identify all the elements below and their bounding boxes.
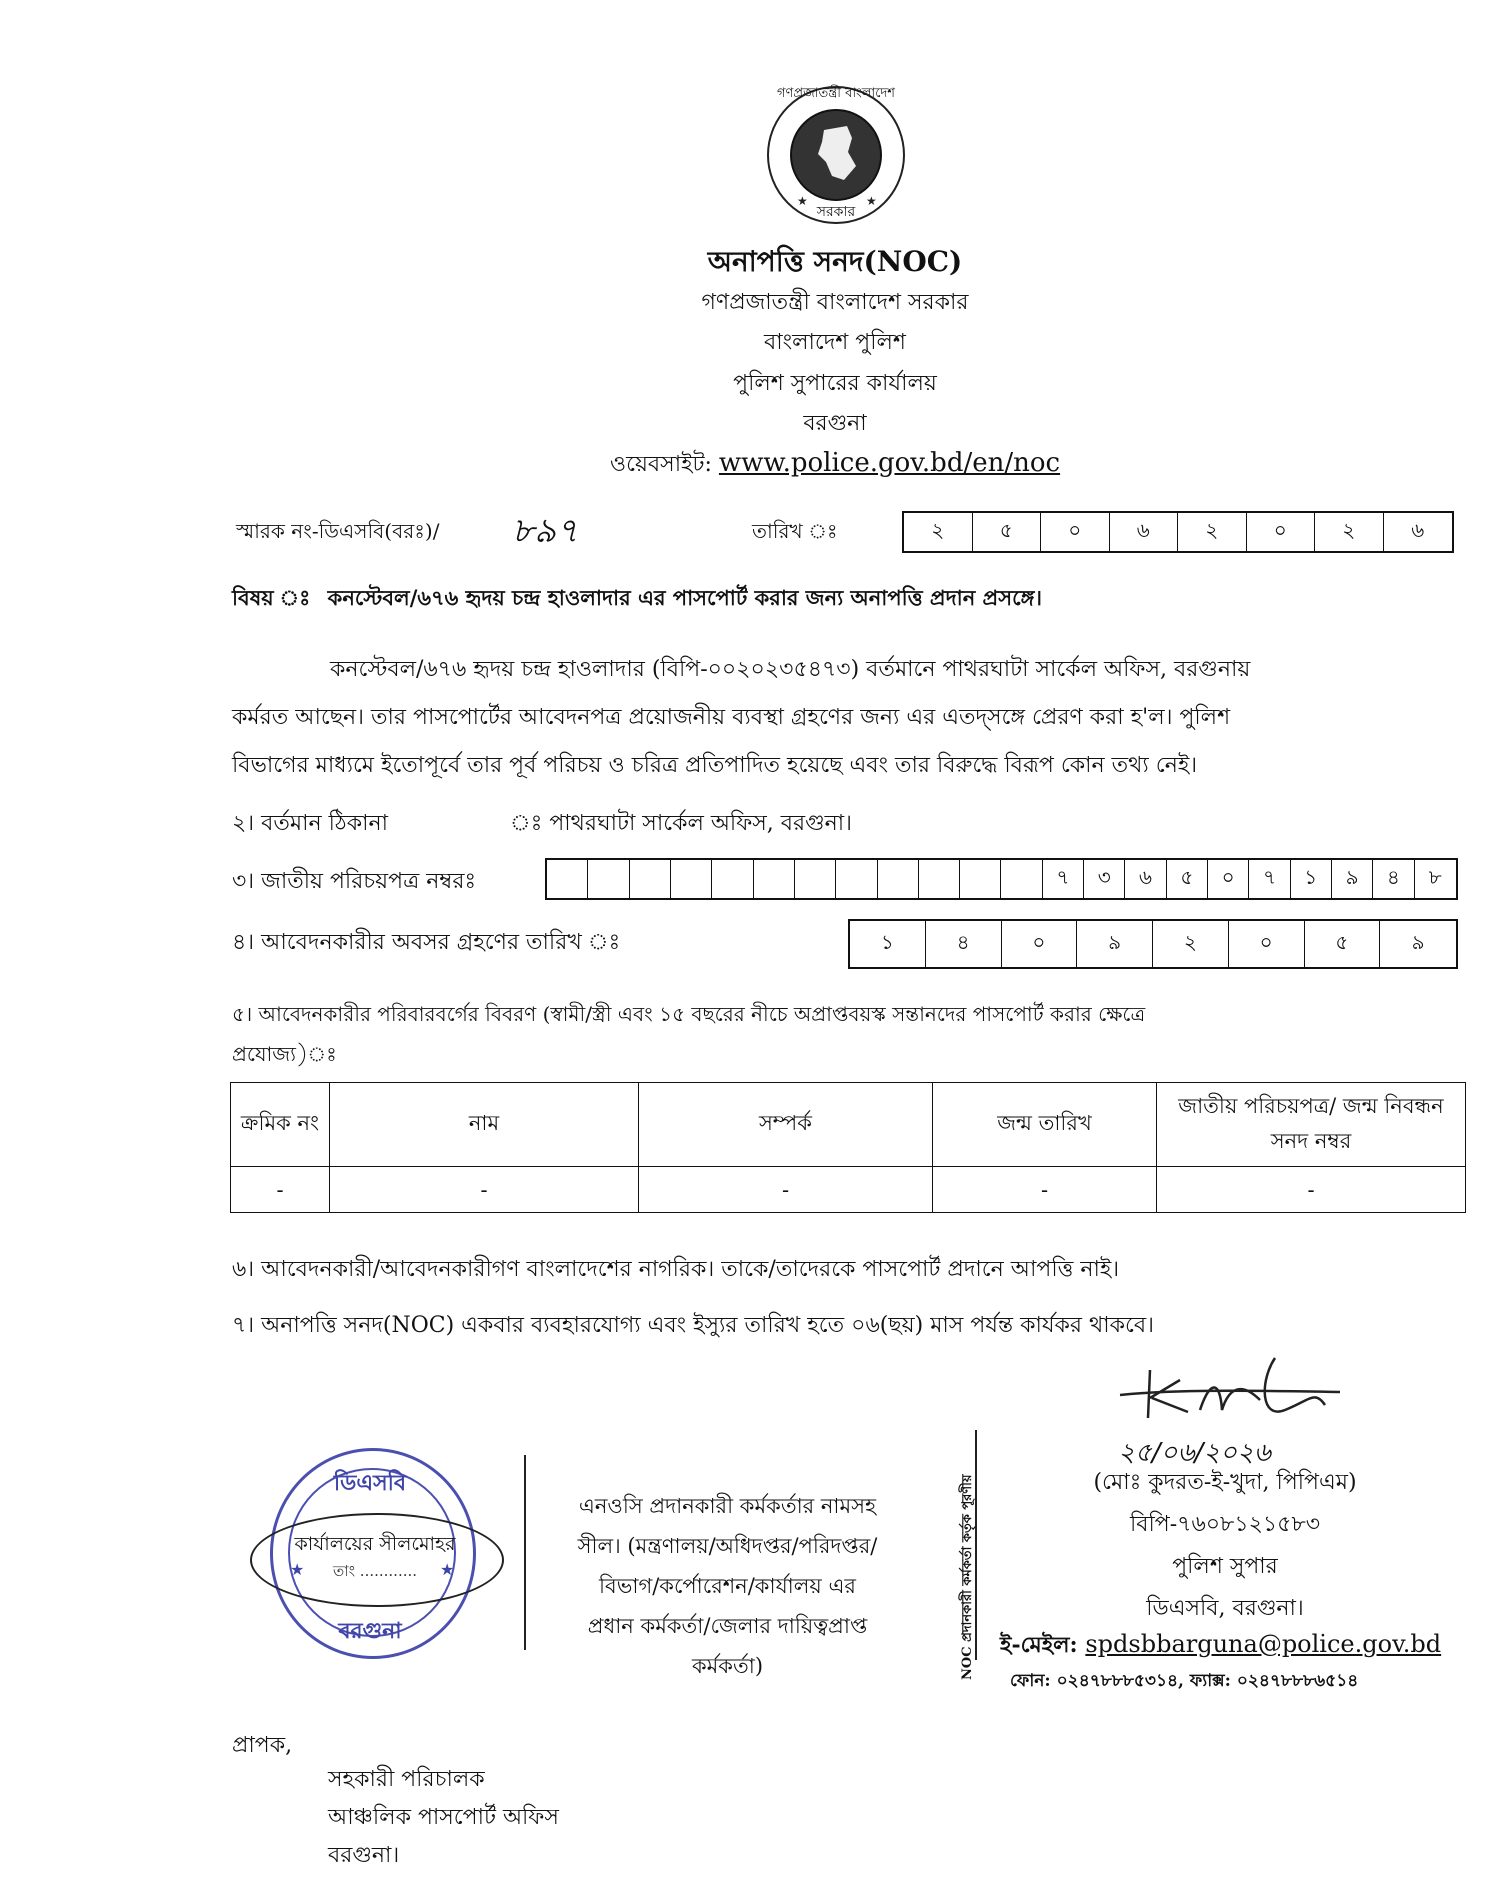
memo-label: স্মারক নং-ডিএসবি(বরঃ)/ [236, 519, 440, 543]
cell-serial: - [231, 1167, 330, 1213]
nid-digit-box [919, 860, 960, 898]
nid-label: ৩। জাতীয় পরিচয়পত্র নম্বরঃ [232, 869, 477, 894]
subject-line [232, 582, 1042, 617]
seal-note-line-4: প্রধান কর্মকর্তা/জেলার দায়িত্বপ্রাপ্ত [587, 1614, 868, 1638]
stamp-date-text: তাং ............ [332, 1562, 418, 1580]
date-digit-box: ৫ [973, 513, 1042, 551]
col-relation: সম্পর্ক [639, 1083, 933, 1167]
divider-left [524, 1455, 526, 1650]
address-value: ঃ পাথরঘাটা সার্কেল অফিস, বরগুনা। [510, 811, 853, 836]
header-line-1: গণপ্রজাতন্ত্রী বাংলাদেশ সরকার [701, 290, 969, 315]
nid-digit-box [836, 860, 877, 898]
nid-digit-box: ৫ [1167, 860, 1208, 898]
nid-digit-box: ০ [1208, 860, 1249, 898]
signature-date: ২৫/০৬/২০২৬ [1118, 1438, 1271, 1468]
subject-text: কনস্টেবল/৬৭৬ হৃদয় চন্দ্র হাওলাদার এর পাসপোর্ট করার জন্য অনাপত্তি প্রদান প্রসঙ্গে। [327, 585, 1042, 610]
col-name: নাম [330, 1083, 639, 1167]
retire-digit-box: ৫ [1305, 921, 1381, 967]
retire-digit-box: ৪ [926, 921, 1002, 967]
recipient-line-2: আঞ্চলিক পাসপোর্ট অফিস [328, 1805, 559, 1830]
vertical-note: NOC প্রদানকারী কর্মকর্তা কর্তৃক পূরণীয় [960, 1474, 975, 1680]
cell-nid: - [1157, 1167, 1466, 1213]
website-row [520, 447, 1150, 484]
col-nid: জাতীয় পরিচয়পত্র/ জন্ম নিবন্ধন সনদ নম্বর [1157, 1083, 1466, 1167]
website-label: ওয়েবসাইট: [609, 452, 712, 477]
cell-dob: - [933, 1167, 1157, 1213]
signatory-bp: বিপি-৭৬০৮১২১৫৮৩ [1129, 1512, 1321, 1537]
stamp-star-right: ★ [440, 1560, 455, 1579]
item-6: ৬। আবেদনকারী/আবেদনকারীগণ বাংলাদেশের নাগরিক। তাকে/তাদেরকে পাসপোর্ট প্রদানে আপত্তি নাই। [232, 1257, 1120, 1282]
nid-digit-box: ৭ [1249, 860, 1290, 898]
document-title: অনাপত্তি সনদ(NOC) [707, 245, 963, 278]
retire-digit-box: ৯ [1077, 921, 1153, 967]
recipient-label: প্রাপক, [232, 1733, 293, 1758]
email-link[interactable]: spdsbbarguna@police.gov.bd [1085, 1630, 1442, 1658]
body-line-3: বিভাগের মাধ্যমে ইতোপূর্বে তার পূর্ব পরিচয় ও চরিত্র প্রতিপাদিত হয়েছে এবং তার বিরুদ্ধে বিরূপ কোন তথ্য নেই। [232, 753, 1198, 778]
nid-digit-box: ৩ [1084, 860, 1125, 898]
date-digit-box: ০ [1041, 513, 1110, 551]
col-dob: জন্ম তারিখ [933, 1083, 1157, 1167]
date-digit-box: ০ [1247, 513, 1316, 551]
nid-digit-box [795, 860, 836, 898]
nid-digit-box [547, 860, 588, 898]
date-label: তারিখ ঃ [752, 519, 838, 543]
date-digit-box: ২ [1315, 513, 1384, 551]
seal-note-line-1: এনওসি প্রদানকারী কর্মকর্তার নামসহ [578, 1494, 877, 1518]
phone-fax: ফোন: ০২৪৭৮৮৮৫৩১৪, ফ্যাক্স: ০২৪৭৮৮৮৬৫১৪ [1010, 1671, 1359, 1691]
signatory-block [1040, 1462, 1410, 1630]
stamp-bottom-text: বরগুনা [338, 1619, 402, 1644]
nid-digit-box: ৬ [1125, 860, 1166, 898]
nid-digit-box [712, 860, 753, 898]
family-line-1: ৫। আবেদনকারীর পরিবারবর্গের বিবরণ (স্বামী/স্ত্রী এবং ১৫ বছরের নীচে অপ্রাপ্তবয়স্ক সন্তানদের পাসপোর্ট করার ক্ষেত্রে [232, 1002, 1146, 1026]
seal-note-line-2: সীল। (মন্ত্রণালয়/অধিদপ্তর/পরিদপ্তর/ [577, 1534, 878, 1558]
seal-note [530, 1486, 925, 1686]
date-boxes [902, 511, 1454, 553]
table-row [231, 1167, 1466, 1213]
cell-relation: - [639, 1167, 933, 1213]
header-line-2: বাংলাদেশ পুলিশ [764, 330, 906, 355]
retire-digit-box: ২ [1153, 921, 1229, 967]
cell-name: - [330, 1167, 639, 1213]
office-stamp [250, 1448, 500, 1658]
retire-label: ৪। আবেদনকারীর অবসর গ্রহণের তারিখ ঃ [232, 930, 621, 955]
nid-boxes [545, 858, 1458, 900]
nid-digit-box [754, 860, 795, 898]
svg-text:★: ★ [797, 194, 808, 208]
nid-digit-box [960, 860, 1001, 898]
emblem-ring-text: গণপ্রজাতন্ত্রী বাংলাদেশ [777, 86, 895, 101]
nid-digit-box [1001, 860, 1042, 898]
email-row [1000, 1628, 1441, 1665]
body-line-1: কনস্টেবল/৬৭৬ হৃদয় চন্দ্র হাওলাদার (বিপি-০০২০২৩৫৪৭৩) বর্তমানে পাথরঘাটা সার্কেল অফিস, বরগুনায় [330, 657, 1251, 682]
nid-digit-box: ৭ [1043, 860, 1084, 898]
recipient-line-1: সহকারী পরিচালক [328, 1767, 485, 1792]
stamp-top-text: ডিএসবি [333, 1471, 407, 1496]
retire-digit-box: ৯ [1411, 929, 1425, 954]
date-digit-box: ৬ [1411, 517, 1425, 542]
date-digit-box: ২ [904, 513, 973, 551]
recipient-line-3: বরগুনা। [328, 1843, 400, 1868]
nid-digit-box [878, 860, 919, 898]
date-digit-box: ২ [1178, 513, 1247, 551]
address-label: ২। বর্তমান ঠিকানা [232, 811, 388, 836]
retire-digit-box: ০ [1002, 921, 1078, 967]
memo-number: ৮৯৭ [512, 511, 579, 551]
signature-mark [1110, 1350, 1350, 1430]
header-line-4: বরগুনা [803, 411, 867, 436]
date-digit-box: ৬ [1110, 513, 1179, 551]
body-line-2: কর্মরত আছেন। তার পাসপোর্টের আবেদনপত্র প্রয়োজনীয় ব্যবস্থা গ্রহণের জন্য এর এতদ্সঙ্গে প্রেরণ করা হ'ল। পুলিশ [232, 705, 1231, 730]
retire-boxes [848, 919, 1458, 969]
family-table [230, 1082, 1466, 1213]
signatory-office: ডিএসবি, বরগুনা। [1146, 1596, 1304, 1621]
header-line-3: পুলিশ সুপারের কার্যালয় [733, 371, 937, 396]
subject-label: বিষয় ঃ [232, 585, 311, 610]
retire-digit-box: ০ [1229, 921, 1305, 967]
family-line-2: প্রযোজ্য)ঃ [232, 1042, 337, 1066]
item-7: ৭। অনাপত্তি সনদ(NOC) একবার ব্যবহারযোগ্য এবং ইস্যুর তারিখ হতে ০৬(ছয়) মাস পর্যন্ত কার্যকর থাকবে। [232, 1313, 1154, 1338]
stamp-star-left: ★ [290, 1560, 305, 1579]
seal-note-line-5: কর্মকর্তা) [691, 1654, 764, 1678]
svg-text:★: ★ [866, 194, 877, 208]
nid-digit-box: ১ [1291, 860, 1332, 898]
nid-digit-box: ৪ [1373, 860, 1414, 898]
col-serial: ক্রমিক নং [231, 1083, 330, 1167]
nid-digit-box [671, 860, 712, 898]
signatory-name: (মোঃ কুদরত-ই-খুদা, পিপিএম) [1093, 1470, 1357, 1495]
nid-digit-box: ৮ [1428, 864, 1442, 889]
retire-digit-box: ১ [850, 921, 926, 967]
email-label: ই-মেইল: [1000, 1632, 1078, 1658]
seal-note-line-3: বিভাগ/কর্পোরেশন/কার্যালয় এর [599, 1574, 856, 1598]
nid-digit-box [630, 860, 671, 898]
signatory-designation: পুলিশ সুপার [1172, 1554, 1278, 1579]
stamp-middle-text: কার্যালয়ের সীলমোহর [294, 1533, 456, 1555]
nid-digit-box: ৯ [1332, 860, 1373, 898]
nid-digit-box [588, 860, 629, 898]
website-link[interactable]: www.police.gov.bd/en/noc [718, 448, 1061, 478]
emblem-bottom-text: সরকার [816, 204, 856, 220]
